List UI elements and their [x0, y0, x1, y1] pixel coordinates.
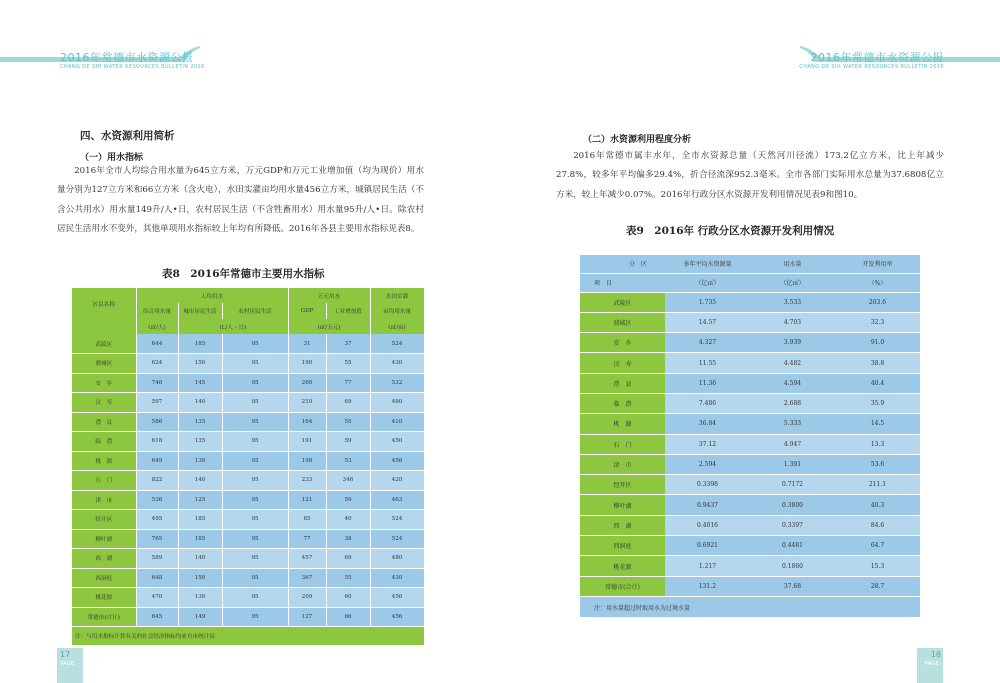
table9-row [580, 292, 920, 312]
table8-row [72, 432, 424, 452]
table9-cell-value: 28.7 [835, 576, 920, 596]
table8-row [72, 471, 424, 491]
table8-cell-value: 59 [326, 432, 370, 452]
table8-cell-value: 765 [136, 529, 178, 549]
table8-cell-region: 石 门 [72, 471, 136, 491]
table9-cell-value: 91.0 [835, 333, 920, 353]
table9-cell-value: 36.84 [665, 414, 750, 434]
table8-cell-value: 53 [326, 451, 370, 471]
table8-header-rural: 农村居民生活 [222, 303, 288, 319]
table9-cell-region: 武陵区 [580, 292, 665, 312]
table8-row [72, 451, 424, 471]
table9-cell-value: 1.735 [665, 292, 750, 312]
table9-header-use: 用水量 [750, 255, 835, 273]
table9-header-region: 分 区 [580, 255, 665, 273]
table8-cell-value: 55 [326, 354, 370, 374]
table8-cell-value: 95 [222, 588, 288, 608]
table9-cell-value: 37.12 [665, 434, 750, 454]
table8-cell-value: 524 [370, 510, 424, 530]
table8-cell-value: 822 [136, 471, 178, 491]
table8-cell-value: 95 [222, 568, 288, 588]
table8-cell-value: 77 [288, 529, 326, 549]
table8-cell-value: 69 [326, 549, 370, 569]
table8-cell-value: 586 [136, 412, 178, 432]
paragraph-utilization: 2016年常德市属丰水年，全市水资源总量（天然河川径流）173.2亿立方米，比上年减少27.8%，较多年平均偏多29.4%，折合径流深952.3毫米。全市各部门实际用水总量为37.6808亿立方米，较上年减少0.07%。2016年行政分区水资源开发利用情况见表9和图10。 [556, 151, 944, 200]
table9-cell-value: 3.533 [750, 292, 835, 312]
table8-row [72, 549, 424, 569]
table8-cell-value: 185 [178, 334, 222, 354]
table9-cell-value: 4.594 [750, 373, 835, 393]
table8-header-urban: 城市居民生活 [178, 303, 222, 319]
table8-cell-region: 临 澧 [72, 432, 136, 452]
table8-cell-value: 457 [288, 549, 326, 569]
table9-cell-value: 0.6921 [665, 536, 750, 556]
table8-row [72, 354, 424, 374]
table8-header-blank [72, 319, 136, 334]
table9-cell-region: 常德市(合计) [580, 576, 665, 596]
table8-cell-value: 95 [222, 607, 288, 627]
table8-cell-value: 127 [288, 607, 326, 627]
table9-cell-value: 64.7 [835, 536, 920, 556]
table9-cell-value: 5.333 [750, 414, 835, 434]
table8-cell-value: 495 [136, 510, 178, 530]
table9-cell-region: 安 乡 [580, 333, 665, 353]
table8-cell-value: 60 [326, 588, 370, 608]
table8-row [72, 334, 424, 354]
page-label-left: PAGE [60, 661, 75, 667]
table8-row [72, 490, 424, 510]
table9-row [580, 393, 920, 413]
table8-cell-value: 589 [136, 549, 178, 569]
table9-cell-region: 鼎城区 [580, 312, 665, 332]
table8-cell-value: 198 [288, 451, 326, 471]
table9-row [580, 576, 920, 596]
table9-cell-value: 11.55 [665, 353, 750, 373]
table8-header-industry: 工业增加值 [326, 303, 370, 319]
table8-cell-value: 648 [136, 568, 178, 588]
page-number-left: 17 [60, 650, 71, 659]
table9-cell-value: 13.3 [835, 434, 920, 454]
table8-cell-region: 武陵区 [72, 334, 136, 354]
table9-cell-value: 35.9 [835, 393, 920, 413]
table8-cell-region: 鼎城区 [72, 354, 136, 374]
table8-cell-region: 西洞庭 [72, 568, 136, 588]
table9-cell-region: 西洞庭 [580, 536, 665, 556]
table8-cell-value: 456 [370, 607, 424, 627]
subsection-heading-water-use: （一）用水指标 [80, 153, 144, 163]
table8-cell-value: 135 [178, 432, 222, 452]
table9-cell-value: 0.3397 [750, 515, 835, 535]
table9-cell-region: 柳叶湖 [580, 495, 665, 515]
table8-cell-value: 185 [178, 529, 222, 549]
table8-cell-value: 420 [370, 471, 424, 491]
table8-cell-region: 澧 县 [72, 412, 136, 432]
table8-cell-value: 524 [370, 334, 424, 354]
table9-cell-value: 53.6 [835, 454, 920, 474]
table8-note: 注：与用水指标计算有关的社会经济指标均来自市统计局 [72, 627, 424, 645]
table8-cell-value: 31 [288, 334, 326, 354]
table8-cell-region: 经开区 [72, 510, 136, 530]
table9-cell-region: 西 湖 [580, 515, 665, 535]
table8-cell-value: 95 [222, 393, 288, 413]
table8-cell-value: 430 [370, 354, 424, 374]
table9-cell-value: 84.6 [835, 515, 920, 535]
table9-cell-value: 131.2 [665, 576, 750, 596]
table9-cell-value: 2.688 [750, 393, 835, 413]
table8-cell-value: 125 [178, 490, 222, 510]
table8-cell-value: 95 [222, 510, 288, 530]
table8-header-gdp: GDP [288, 303, 326, 319]
table9-row [580, 515, 920, 535]
table8-cell-value: 266 [288, 373, 326, 393]
table9-row [580, 414, 920, 434]
table8-row [72, 607, 424, 627]
table8-cell-value: 430 [370, 568, 424, 588]
table9-cell-value: 203.6 [835, 292, 920, 312]
table8-cell-value: 145 [178, 373, 222, 393]
table9-cell-value: 3.939 [750, 333, 835, 353]
table8-cell-value: 66 [326, 607, 370, 627]
table8-cell-value: 95 [222, 412, 288, 432]
table8-cell-value: 532 [370, 373, 424, 393]
table9-cell-value: 4.703 [750, 312, 835, 332]
table8-cell-region: 津 市 [72, 490, 136, 510]
table8-cell-value: 190 [288, 354, 326, 374]
table9-header-rate: 开发利用率 [835, 255, 920, 273]
table8-row [72, 373, 424, 393]
table9-cell-value: 7.486 [665, 393, 750, 413]
table8-cell-value: 95 [222, 354, 288, 374]
table9-cell-region: 石 门 [580, 434, 665, 454]
table8-cell-value: 746 [136, 373, 178, 393]
table9-row [580, 495, 920, 515]
table9-cell-region: 临 澧 [580, 393, 665, 413]
table8-cell-value: 140 [178, 471, 222, 491]
table8-cell-value: 140 [178, 393, 222, 413]
page-label-right: PAGE [924, 661, 939, 667]
table9-cell-region: 桃花源 [580, 556, 665, 576]
table9-cell-value: 0.3800 [750, 495, 835, 515]
table8-cell-value: 121 [288, 490, 326, 510]
table8-cell-value: 140 [178, 549, 222, 569]
table9-row [580, 353, 920, 373]
table9-cell-value: 15.3 [835, 556, 920, 576]
table8-cell-value: 95 [222, 490, 288, 510]
table9-cell-value: 4.947 [750, 434, 835, 454]
table8-cell-value: 456 [370, 451, 424, 471]
table9-unit-use: （亿㎥） [750, 273, 835, 292]
table9-note: 注：用水量超过时取用水为过境水量 [580, 596, 920, 617]
table8 [72, 288, 425, 645]
table9-cell-value: 0.3398 [665, 475, 750, 495]
table9-cell-value: 2.594 [665, 454, 750, 474]
table8-cell-value: 38 [326, 529, 370, 549]
table8-header-comprehensive: 综合用水量 [136, 303, 178, 319]
table8-cell-value: 55 [326, 412, 370, 432]
table8-cell-value: 55 [326, 568, 370, 588]
table9-cell-region: 桃 源 [580, 414, 665, 434]
table9-cell-region: 津 市 [580, 454, 665, 474]
page-number-right: 18 [930, 650, 941, 659]
table9-cell-value: 14.5 [835, 414, 920, 434]
table8-cell-value: 59 [326, 490, 370, 510]
table8-row [72, 412, 424, 432]
table8-cell-value: 149 [178, 607, 222, 627]
table8-header-region: 区县名称 [72, 288, 136, 319]
section-heading: 四、水资源利用简析 [80, 130, 175, 142]
table8-cell-value: 95 [222, 471, 288, 491]
table8-row [72, 393, 424, 413]
table9-cell-value: 11.36 [665, 373, 750, 393]
table9-unit-rate: （%） [835, 273, 920, 292]
header-title-right: 2016年常德市水资源公报 [810, 51, 944, 64]
table8-cell-value: 645 [136, 607, 178, 627]
table8-cell-value: 644 [136, 334, 178, 354]
table8-row [72, 588, 424, 608]
table9-row [580, 333, 920, 353]
table9-row [580, 373, 920, 393]
table8-cell-value: 191 [288, 432, 326, 452]
table8-cell-value: 480 [370, 393, 424, 413]
table9-row [580, 536, 920, 556]
table8-cell-region: 常德市(合计) [72, 607, 136, 627]
paragraph-water-use: 2016年全市人均综合用水量为645立方米，万元GDP和万元工业增加值（均为现价）用水量分别为127立方米和66立方米（含火电），水田实灌亩均用水量456立方米，城镇居民生活（不含公共用水）用水量149升/人•日，农村居民生活（不含牲畜用水）用水量95升/人•日。除农村居民生活用水不变外，其他单项用水指标较上年均有所降低。2016年各县主要用水指标见表8。 [57, 166, 424, 234]
table8-cell-region: 柳叶湖 [72, 529, 136, 549]
table8-cell-region: 汉 寿 [72, 393, 136, 413]
table8-cell-value: 624 [136, 354, 178, 374]
table9-header-avg: 多年平均水资源量 [665, 255, 750, 273]
table8-cell-value: 130 [178, 588, 222, 608]
table9-row [580, 454, 920, 474]
table9-row [580, 475, 920, 495]
table8-cell-value: 130 [178, 451, 222, 471]
table8-cell-value: 185 [178, 510, 222, 530]
table8-cell-value: 410 [370, 412, 424, 432]
table8-unit-per-day: (L/人・日) [178, 319, 288, 334]
table8-cell-value: 95 [222, 373, 288, 393]
table9-cell-value: 0.4016 [665, 515, 750, 535]
table9-cell-value: 14.57 [665, 312, 750, 332]
table9-cell-value: 4.327 [665, 333, 750, 353]
table9-cell-region: 澧 县 [580, 373, 665, 393]
table8-cell-value: 40 [326, 510, 370, 530]
table8-cell-value: 536 [136, 490, 178, 510]
table8-cell-value: 450 [370, 432, 424, 452]
table8-cell-region: 桃花源 [72, 588, 136, 608]
table9-title: 表9 2016年 行政分区水资源开发利用情况 [626, 225, 835, 237]
table8-row [72, 568, 424, 588]
table8-cell-value: 77 [326, 373, 370, 393]
table9-cell-value: 40.4 [835, 373, 920, 393]
table8-cell-region: 西 湖 [72, 549, 136, 569]
table9-cell-value: 1.391 [750, 454, 835, 474]
table8-cell-region: 桃 源 [72, 451, 136, 471]
table9-cell-value: 211.1 [835, 475, 920, 495]
table8-cell-value: 463 [370, 490, 424, 510]
table8-header-paddy: 水田实灌 [370, 288, 424, 303]
table8-cell-value: 65 [288, 510, 326, 530]
table8-title: 表8 2016年常德市主要用水指标 [162, 268, 325, 280]
table8-cell-value: 209 [288, 588, 326, 608]
table8-row [72, 529, 424, 549]
table9-cell-value: 32.3 [835, 312, 920, 332]
table9-row [580, 434, 920, 454]
table9-cell-value: 0.9437 [665, 495, 750, 515]
table8-cell-value: 95 [222, 432, 288, 452]
table8-cell-value: 470 [136, 588, 178, 608]
table8-cell-value: 37 [326, 334, 370, 354]
table9 [580, 255, 920, 617]
table8-cell-value: 164 [288, 412, 326, 432]
table9-header-item: 项 目 [580, 273, 665, 292]
table8-cell-region: 安 乡 [72, 373, 136, 393]
header-title-left: 2016年常德市水资源公报 [60, 51, 194, 64]
table8-cell-value: 480 [370, 549, 424, 569]
table9-cell-value: 40.3 [835, 495, 920, 515]
table8-cell-value: 233 [288, 471, 326, 491]
table8-cell-value: 649 [136, 451, 178, 471]
table9-cell-value: 1.217 [665, 556, 750, 576]
table9-cell-region: 汉 寿 [580, 353, 665, 373]
table9-row [580, 312, 920, 332]
table9-cell-value: 38.8 [835, 353, 920, 373]
table8-unit-wan-yuan: (㎡/万元) [288, 319, 370, 334]
table9-cell-region: 经开区 [580, 475, 665, 495]
table8-cell-value: 150 [178, 568, 222, 588]
table8-cell-value: 95 [222, 529, 288, 549]
table9-cell-value: 0.7172 [750, 475, 835, 495]
table8-header-per-mu: 亩均用水量 [370, 303, 424, 319]
header-subtitle-right: CHANG DE SHI WATER RESOURCES BULLETIN 2016 [799, 64, 944, 70]
table8-cell-value: 367 [288, 568, 326, 588]
table8-cell-value: 524 [370, 529, 424, 549]
table8-cell-value: 150 [178, 354, 222, 374]
table8-unit-comprehensive: (㎡/人) [136, 319, 178, 334]
table8-cell-value: 95 [222, 451, 288, 471]
table8-header-per-capita: 人均用水 [136, 288, 288, 303]
table9-cell-value: 4.482 [750, 353, 835, 373]
table9-cell-value: 37.68 [750, 576, 835, 596]
table8-row [72, 510, 424, 530]
table8-cell-value: 95 [222, 549, 288, 569]
table8-cell-value: 618 [136, 432, 178, 452]
table8-cell-value: 95 [222, 334, 288, 354]
table9-cell-value: 0.4481 [750, 536, 835, 556]
table8-cell-value: 69 [326, 393, 370, 413]
table9-unit-avg: （亿㎥） [665, 273, 750, 292]
header-subtitle-left: CHANG DE SHI WATER RESOURCES BULLETIN 2016 [60, 64, 205, 70]
table9-row [580, 556, 920, 576]
table9-cell-value: 0.1860 [750, 556, 835, 576]
table8-cell-value: 456 [370, 588, 424, 608]
table8-header-wan-yuan: 万元用水 [288, 288, 370, 303]
subsection-heading-utilization: （二）水资源利用程度分析 [583, 135, 692, 145]
table8-cell-value: 135 [178, 412, 222, 432]
table8-cell-value: 346 [326, 471, 370, 491]
table8-cell-value: 597 [136, 393, 178, 413]
table8-unit-per-mu: (㎡/亩) [370, 319, 424, 334]
table8-cell-value: 210 [288, 393, 326, 413]
